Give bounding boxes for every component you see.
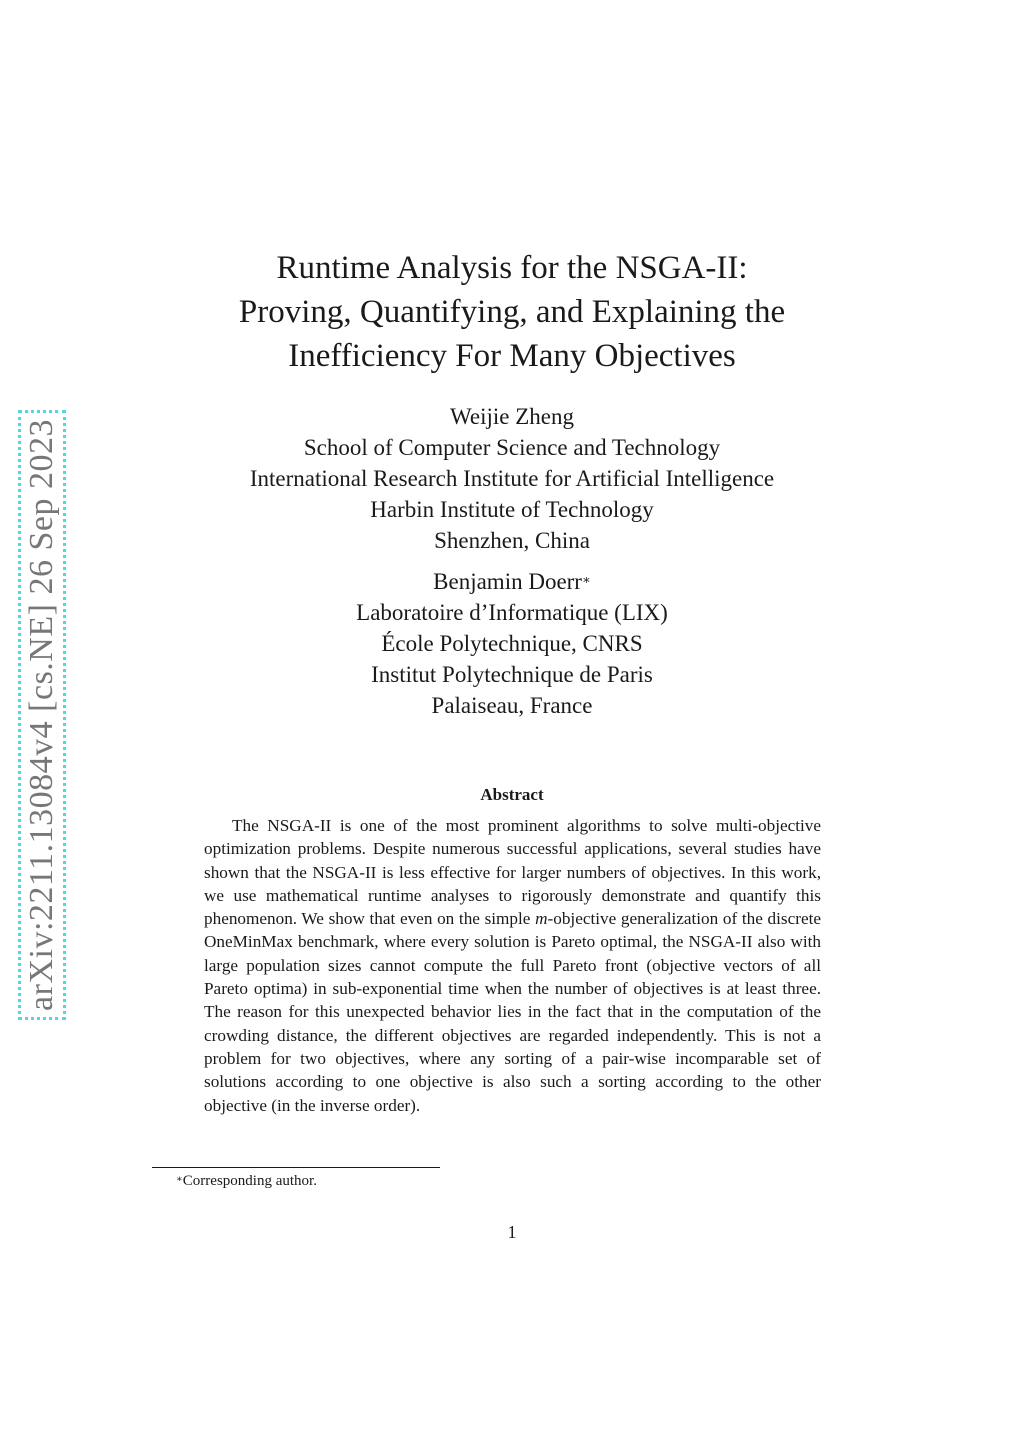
affiliation-line: École Polytechnique, CNRS [381,631,643,656]
footnote [176,1173,317,1190]
affiliation-line: School of Computer Science and Technology [303,435,721,460]
abstract-heading: Abstract [480,785,544,804]
page-number: 1 [507,1222,517,1242]
title-line-2: Proving, Quantifying, and Explaining the [238,294,786,330]
affiliation-line: International Research Institute for Artificial Intelligence [249,466,775,491]
math-variable-m: m [535,909,548,929]
title-line-1: Runtime Analysis for the NSGA-II: [276,250,748,286]
author-block-zheng [150,401,874,556]
author-list [150,401,874,721]
author-name: Benjamin Doerr [433,569,582,594]
footnote-text: Corresponding author. [182,1173,317,1189]
affiliation-line: Institut Polytechnique de Paris [371,662,653,687]
paper-title [150,246,874,378]
footnote-divider [152,1167,440,1168]
arxiv-stamp [18,410,66,1020]
affiliation-line: Palaiseau, France [431,693,593,718]
arxiv-identifier[interactable]: arXiv:2211.13084v4 [cs.NE] 26 Sep 2023 [23,419,60,1011]
abstract-text-part-1: The NSGA-II is one of the most prominent algorithms to solve multi-objective optimization problems. Despite numerous successful applications, several studies have shown that the NSGA-II is less effective for larger numbers of objectives. In this work, we use mathematical runtime analyses to rigorously demonstrate and quantify this phenomenon. We show that even on the simple [204,816,821,929]
abstract-text-part-2: -objective generalization of the discrete OneMinMax benchmark, where every solution is Pareto optimal, the NSGA-II also with large population sizes cannot compute the full Pareto front (objective vectors of all Pareto optima) in sub-exponential time when the number of objectives is at least three. The reason for this unexpected behavior lies in the fact that in the computation of the crowding distance, the different objectives are regarded independently. This is not a problem for two objectives, where any sorting of a pair-wise incomparable set of solutions according to one objective is also such a sorting according to the other objective (in the inverse order). [204,909,821,1115]
author-name-with-mark [150,566,874,597]
abstract-text [204,814,821,1117]
affiliation-line: Laboratoire d’Informatique (LIX) [356,600,668,625]
title-line-3: Inefficiency For Many Objectives [288,338,736,374]
affiliation-line: Harbin Institute of Technology [370,497,654,522]
footnote-mark[interactable]: ∗ [581,572,591,587]
footnote-mark: ∗ [176,1174,183,1185]
affiliation-line: Shenzhen, China [434,528,590,553]
author-block-doerr [150,566,874,721]
author-name: Weijie Zheng [450,404,574,429]
